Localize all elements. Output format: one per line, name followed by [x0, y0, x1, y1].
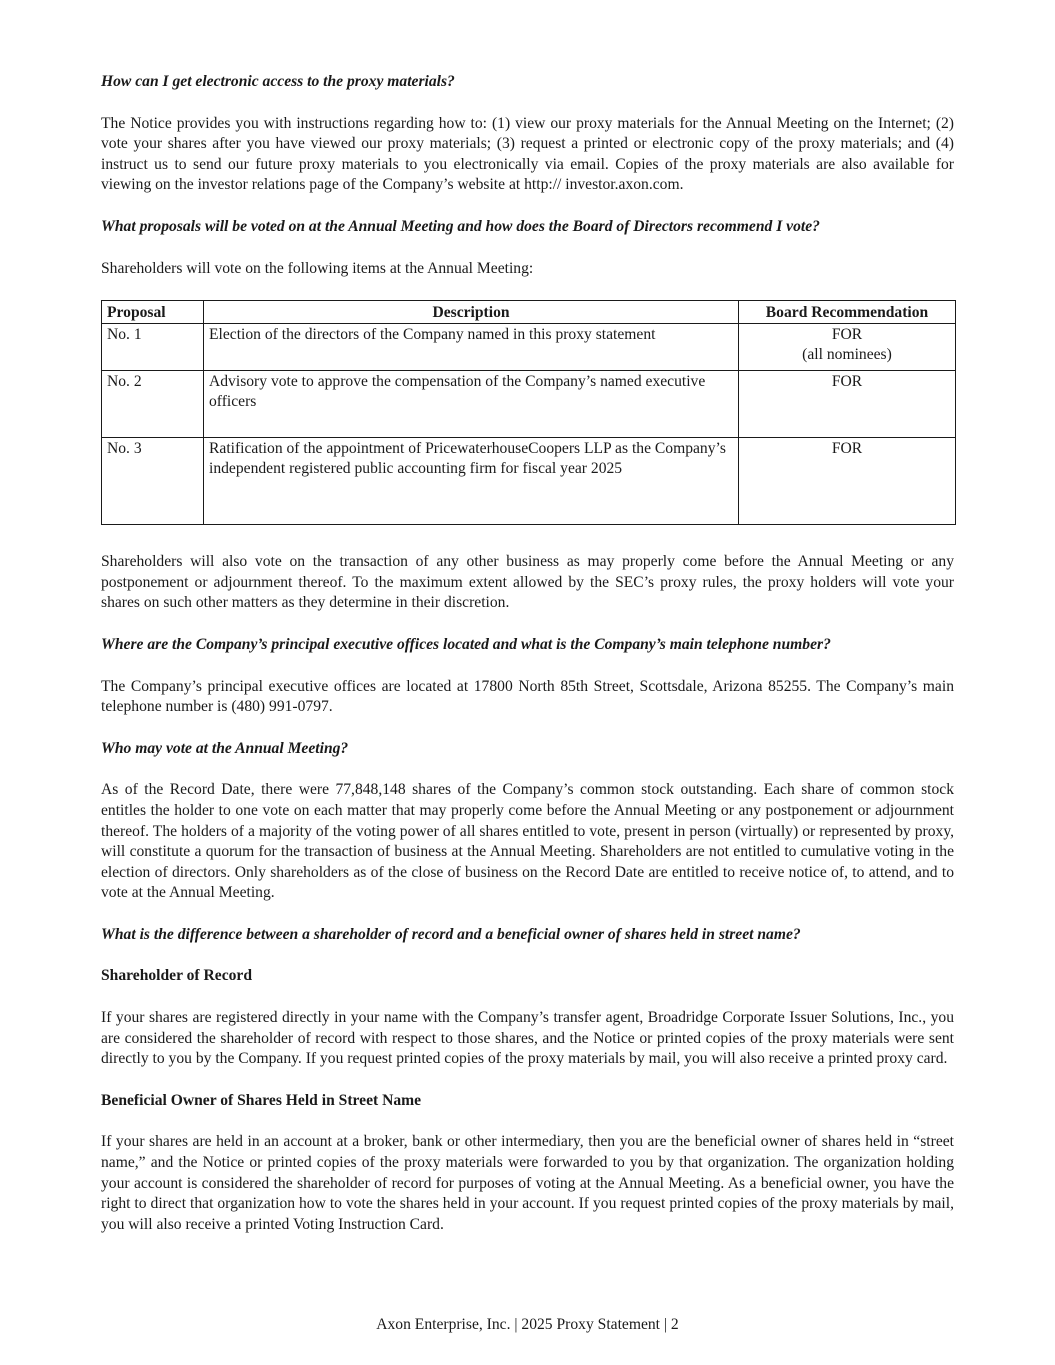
header-description: Description [204, 301, 739, 324]
answer-offices: The Company’s principal executive offices are located at 17800 North 85th Street, Scottsdale, Arizona 85255. The Company’s main telephone number is (480) 991-0797. [101, 677, 954, 716]
answer-shareholder-of-record: If your shares are registered directly in your name with the Company’s transfer agent, Broadridge Corporate Issuer Solutions, Inc., you are considered the shareholder of record with respect to those shares, and the Notice or printed copies of the proxy materials were sent directly to you by the Company. If you request printed copies of the proxy materials by mail, you will also receive a printed proxy card. [101, 1009, 954, 1068]
proposal-number: No. 1 [102, 324, 204, 371]
answer-who-may-vote: As of the Record Date, there were 77,848,148 shares of the Company’s common stock outstanding. Each share of common stock entitles the holder to one vote on each matter that may properly come before the Annual Meeting or any postponement or adjournment thereof. The holders of a majority of the voting power of all shares entitled to vote, present in person (virtually) or represented by proxy, will constitute a quorum for the transaction of business at the Annual Meeting. Shareholders are not entitled to cumulative voting in the election of directors. Only shareholders as of the close of business on the Record Date are entitled to receive notice of, to attend, and to vote at the Annual Meeting. [101, 781, 954, 902]
recommendation-value: FOR [831, 326, 863, 344]
proposal-recommendation [739, 324, 956, 371]
proposal-description: Advisory vote to approve the compensation of the Company’s named executive officers [204, 371, 739, 438]
proposal-recommendation: FOR [739, 438, 956, 525]
recommendation-note: (all nominees) [802, 346, 892, 364]
question-record-vs-beneficial: What is the difference between a shareholder of record and a beneficial owner of shares held in street name? [101, 925, 801, 943]
page-content [101, 72, 954, 1235]
answer-beneficial-owner: If your shares are held in an account at a broker, bank or other intermediary, then you are the beneficial owner of shares held in “street name,” and the Notice or printed copies of the proxy materials were forwarded to you by that organization. The organization holding your account is considered the shareholder of record for purposes of voting at the Annual Meeting. As a beneficial owner, you have the right to direct that organization how to vote the shares held in your account. If you request printed copies of the proxy materials by mail, you will also receive a printed Voting Instruction Card. [101, 1133, 954, 1233]
answer-other-business: Shareholders will also vote on the transaction of any other business as may properly come before the Annual Meeting or any postponement or adjournment thereof. To the maximum extent allowed by the SEC’s proxy rules, the proxy holders will vote your shares on such other matters as they determine in their discretion. [101, 553, 954, 612]
proposal-recommendation: FOR [739, 371, 956, 438]
question-proposals: What proposals will be voted on at the Annual Meeting and how does the Board of Directors recommend I vote? [101, 217, 820, 235]
table-header-row [102, 301, 956, 324]
header-proposal: Proposal [102, 301, 204, 324]
proposal-number: No. 3 [102, 438, 204, 525]
table-row [102, 371, 956, 438]
table-row [102, 438, 956, 525]
question-offices: Where are the Company’s principal executive offices located and what is the Company’s main telephone number? [101, 635, 831, 653]
proposal-number: No. 2 [102, 371, 204, 438]
question-who-may-vote: Who may vote at the Annual Meeting? [101, 739, 349, 757]
proposal-description: Election of the directors of the Company named in this proxy statement [204, 324, 739, 371]
answer-proposals-intro: Shareholders will vote on the following items at the Annual Meeting: [101, 259, 534, 277]
question-electronic-access: How can I get electronic access to the proxy materials? [101, 73, 455, 90]
heading-beneficial-owner: Beneficial Owner of Shares Held in Street Name [101, 1091, 422, 1109]
page-footer: Axon Enterprise, Inc. | 2025 Proxy Statement | 2 [376, 1316, 679, 1333]
heading-shareholder-of-record: Shareholder of Record [101, 967, 253, 985]
table-row [102, 324, 956, 371]
proposal-description: Ratification of the appointment of PricewaterhouseCoopers LLP as the Company’s independent registered public accounting firm for fiscal year 2025 [204, 438, 739, 525]
proposals-table [101, 300, 956, 525]
answer-electronic-access: The Notice provides you with instructions regarding how to: (1) view our proxy materials for the Annual Meeting on the Internet; (2) vote your shares after you have viewed our proxy materials; (3) request a printed or electronic copy of the proxy materials; and (4) instruct us to send our future proxy materials to you electronically via email. Copies of the proxy materials are also available for viewing on the investor relations page of the Company’s website at http:// investor.axon.com. [101, 114, 954, 194]
header-board-recommendation: Board Recommendation [739, 301, 956, 324]
